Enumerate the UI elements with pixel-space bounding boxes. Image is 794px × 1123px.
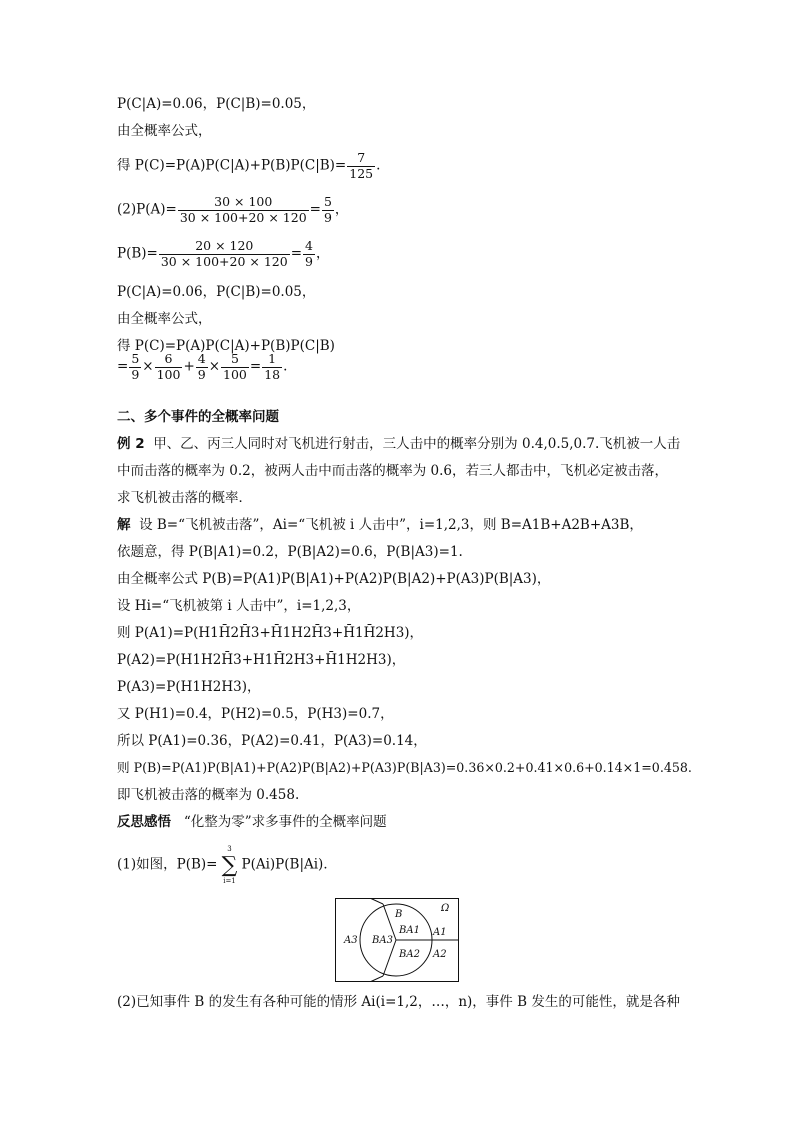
text: .: [376, 157, 381, 174]
solution-line-5: [117, 627, 423, 641]
ba2-label: BA2: [399, 949, 420, 960]
fraction: [347, 152, 375, 180]
solution-label: 解: [117, 517, 131, 533]
numerator: 7: [347, 152, 375, 167]
omega-label: Ω: [441, 903, 450, 914]
text: 求飞机被击落的概率．: [117, 490, 252, 506]
text: ×: [208, 358, 221, 375]
text: .: [283, 358, 288, 375]
denominator: 30 × 100+20 × 120: [179, 209, 307, 225]
reflection-line-2: [117, 996, 680, 1010]
text: +: [183, 358, 195, 375]
sigma-symbol: ∑: [221, 853, 238, 878]
text: (1)如图，P(B)=: [117, 856, 218, 873]
text: P(C|A)=0.06，P(C|B)=0.05，: [117, 96, 316, 112]
numerator: 5: [221, 353, 249, 368]
denominator: 18: [264, 366, 281, 382]
denominator: 9: [323, 209, 332, 225]
line-pb-calc: [117, 240, 329, 268]
numerator: 4: [197, 351, 206, 366]
section-heading: [117, 411, 279, 425]
denominator: 125: [349, 165, 374, 181]
b-label: B: [395, 909, 403, 920]
text: P(Ai)P(B|Ai)．: [241, 856, 337, 873]
a1-label: A1: [433, 927, 447, 938]
text: 设 B=“飞机被击落”，Ai=“飞机被 i 人击中”，i=1,2,3，则 B=A1B+A2B+A3B，: [139, 517, 643, 533]
reflection-label: 反思感悟: [117, 814, 171, 830]
solution-line-6: [117, 654, 405, 668]
line-conditional-probs-1: [117, 98, 315, 112]
text: =: [290, 245, 303, 262]
solution-line-8: [117, 708, 394, 722]
fraction: [322, 196, 334, 224]
text: ，: [334, 201, 349, 218]
text: 得 P(C)=P(A)P(C|A)+P(B)P(C|B)=: [117, 157, 347, 174]
solution-line-3: [117, 573, 550, 587]
text: 由全概率公式，: [117, 311, 212, 327]
text: 甲、乙、丙三人同时对飞机进行射击，三人击中的概率分别为 0.4,0.5,0.7.飞机被一人击: [153, 436, 681, 452]
numerator: 4: [305, 238, 313, 253]
denominator: 100: [156, 366, 181, 382]
solution-line-2: [117, 546, 463, 560]
solution-line-4: [117, 600, 360, 614]
example-line-1: [117, 438, 680, 452]
numerator: 30 × 100: [178, 196, 309, 211]
text: 又 P(H1)=0.4，P(H2)=0.5，P(H3)=0.7，: [117, 706, 394, 722]
ba1-label: BA1: [399, 925, 420, 936]
reflection-line-1: [117, 845, 337, 885]
solution-line-9: [117, 735, 427, 749]
text: 则 P(B)=P(A1)P(B|A1)+P(A2)P(B|A2)+P(A3)P(B|A3)=0.36×0.2+0.41×0.6+0.14×1=0.458.: [117, 760, 692, 775]
line-conditional-probs-2: [117, 286, 315, 300]
text: 所以 P(A1)=0.36，P(A2)=0.41，P(A3)=0.14，: [117, 733, 427, 749]
example-label: 例 2: [117, 436, 145, 452]
example-line-3: [117, 492, 252, 506]
sum-lower: i=1: [223, 877, 236, 885]
text: (2)已知事件 B 的发生有各种可能的情形 Ai(i=1,2，…，n)，事件 B 发生的可能性，就是各种: [117, 994, 680, 1010]
denominator: 100: [223, 366, 247, 382]
line-total-prob-formula-1: [117, 125, 212, 139]
solution-line-11: [117, 789, 299, 803]
reflection-title: “化整为零”求多事件的全概率问题: [183, 814, 387, 830]
text: 由全概率公式，: [117, 123, 212, 139]
line-total-prob-formula-2: [117, 313, 212, 327]
text: 即飞机被击落的概率为 0.458.: [117, 787, 300, 803]
text: =: [117, 358, 129, 375]
solution-line-1: [117, 519, 643, 533]
solution-line-10: [117, 762, 692, 775]
a2-label: A2: [433, 949, 447, 960]
text: 则 P(A1)=P(H1H̄2H̄3+H̄1H2H̄3+H̄1H̄2H3)，: [117, 625, 424, 641]
section-title: 二、多个事件的全概率问题: [117, 409, 279, 425]
text: =: [309, 201, 321, 218]
ba3-label: BA3: [372, 935, 393, 946]
line-pc-final: [117, 353, 287, 381]
text: ×: [142, 358, 154, 375]
a3-label: A3: [344, 935, 358, 946]
denominator: 9: [305, 253, 313, 269]
sum-upper: 3: [227, 845, 232, 853]
fraction: [221, 353, 249, 381]
numerator: 5: [323, 194, 332, 209]
fraction: [129, 353, 141, 381]
text: 中而击落的概率为 0.2，被两人击中而击落的概率为 0.6，若三人都击中，飞机必定被击落，: [117, 463, 669, 479]
fraction: [262, 353, 282, 381]
text: 依题意，得 P(B|A1)=0.2，P(B|A2)=0.6，P(B|A3)=1.: [117, 544, 463, 560]
summation: [217, 845, 241, 885]
text: P(A3)=P(H1H2H3)，: [117, 679, 261, 695]
numerator: 20 × 120: [159, 240, 290, 255]
solution-line-7: [117, 681, 260, 695]
denominator: 30 × 100+20 × 120: [160, 253, 288, 269]
example-line-2: [117, 465, 668, 479]
text: 由全概率公式 P(B)=P(A1)P(B|A1)+P(A2)P(B|A2)+P(A3)P(B|A3)，: [117, 571, 551, 587]
denominator: 9: [131, 366, 140, 382]
line-pc-expand: [117, 340, 335, 354]
numerator: 5: [131, 351, 140, 366]
line-pc-result: [117, 152, 380, 180]
text: P(A2)=P(H1H2H̄3+H1H̄2H3+H̄1H2H3)，: [117, 652, 406, 668]
fraction: [155, 353, 183, 381]
denominator: 9: [197, 366, 206, 382]
fraction: [196, 353, 208, 381]
text: ，: [315, 245, 330, 262]
fraction: [159, 240, 290, 268]
numerator: 6: [155, 353, 183, 368]
fraction: [303, 240, 315, 268]
line-pa-calc: [117, 196, 348, 224]
numerator: 1: [262, 353, 282, 368]
fraction: [178, 196, 309, 224]
text: P(C|A)=0.06，P(C|B)=0.05，: [117, 284, 316, 300]
venn-diagram: [335, 898, 459, 982]
text: =: [249, 358, 262, 375]
reflection-heading: [117, 816, 387, 830]
text: (2)P(A)=: [117, 201, 177, 218]
text: 设 Hi=“飞机被第 i 人击中”，i=1,2,3，: [117, 598, 361, 614]
text: 得 P(C)=P(A)P(C|A)+P(B)P(C|B): [117, 338, 335, 354]
text: P(B)=: [117, 245, 158, 262]
